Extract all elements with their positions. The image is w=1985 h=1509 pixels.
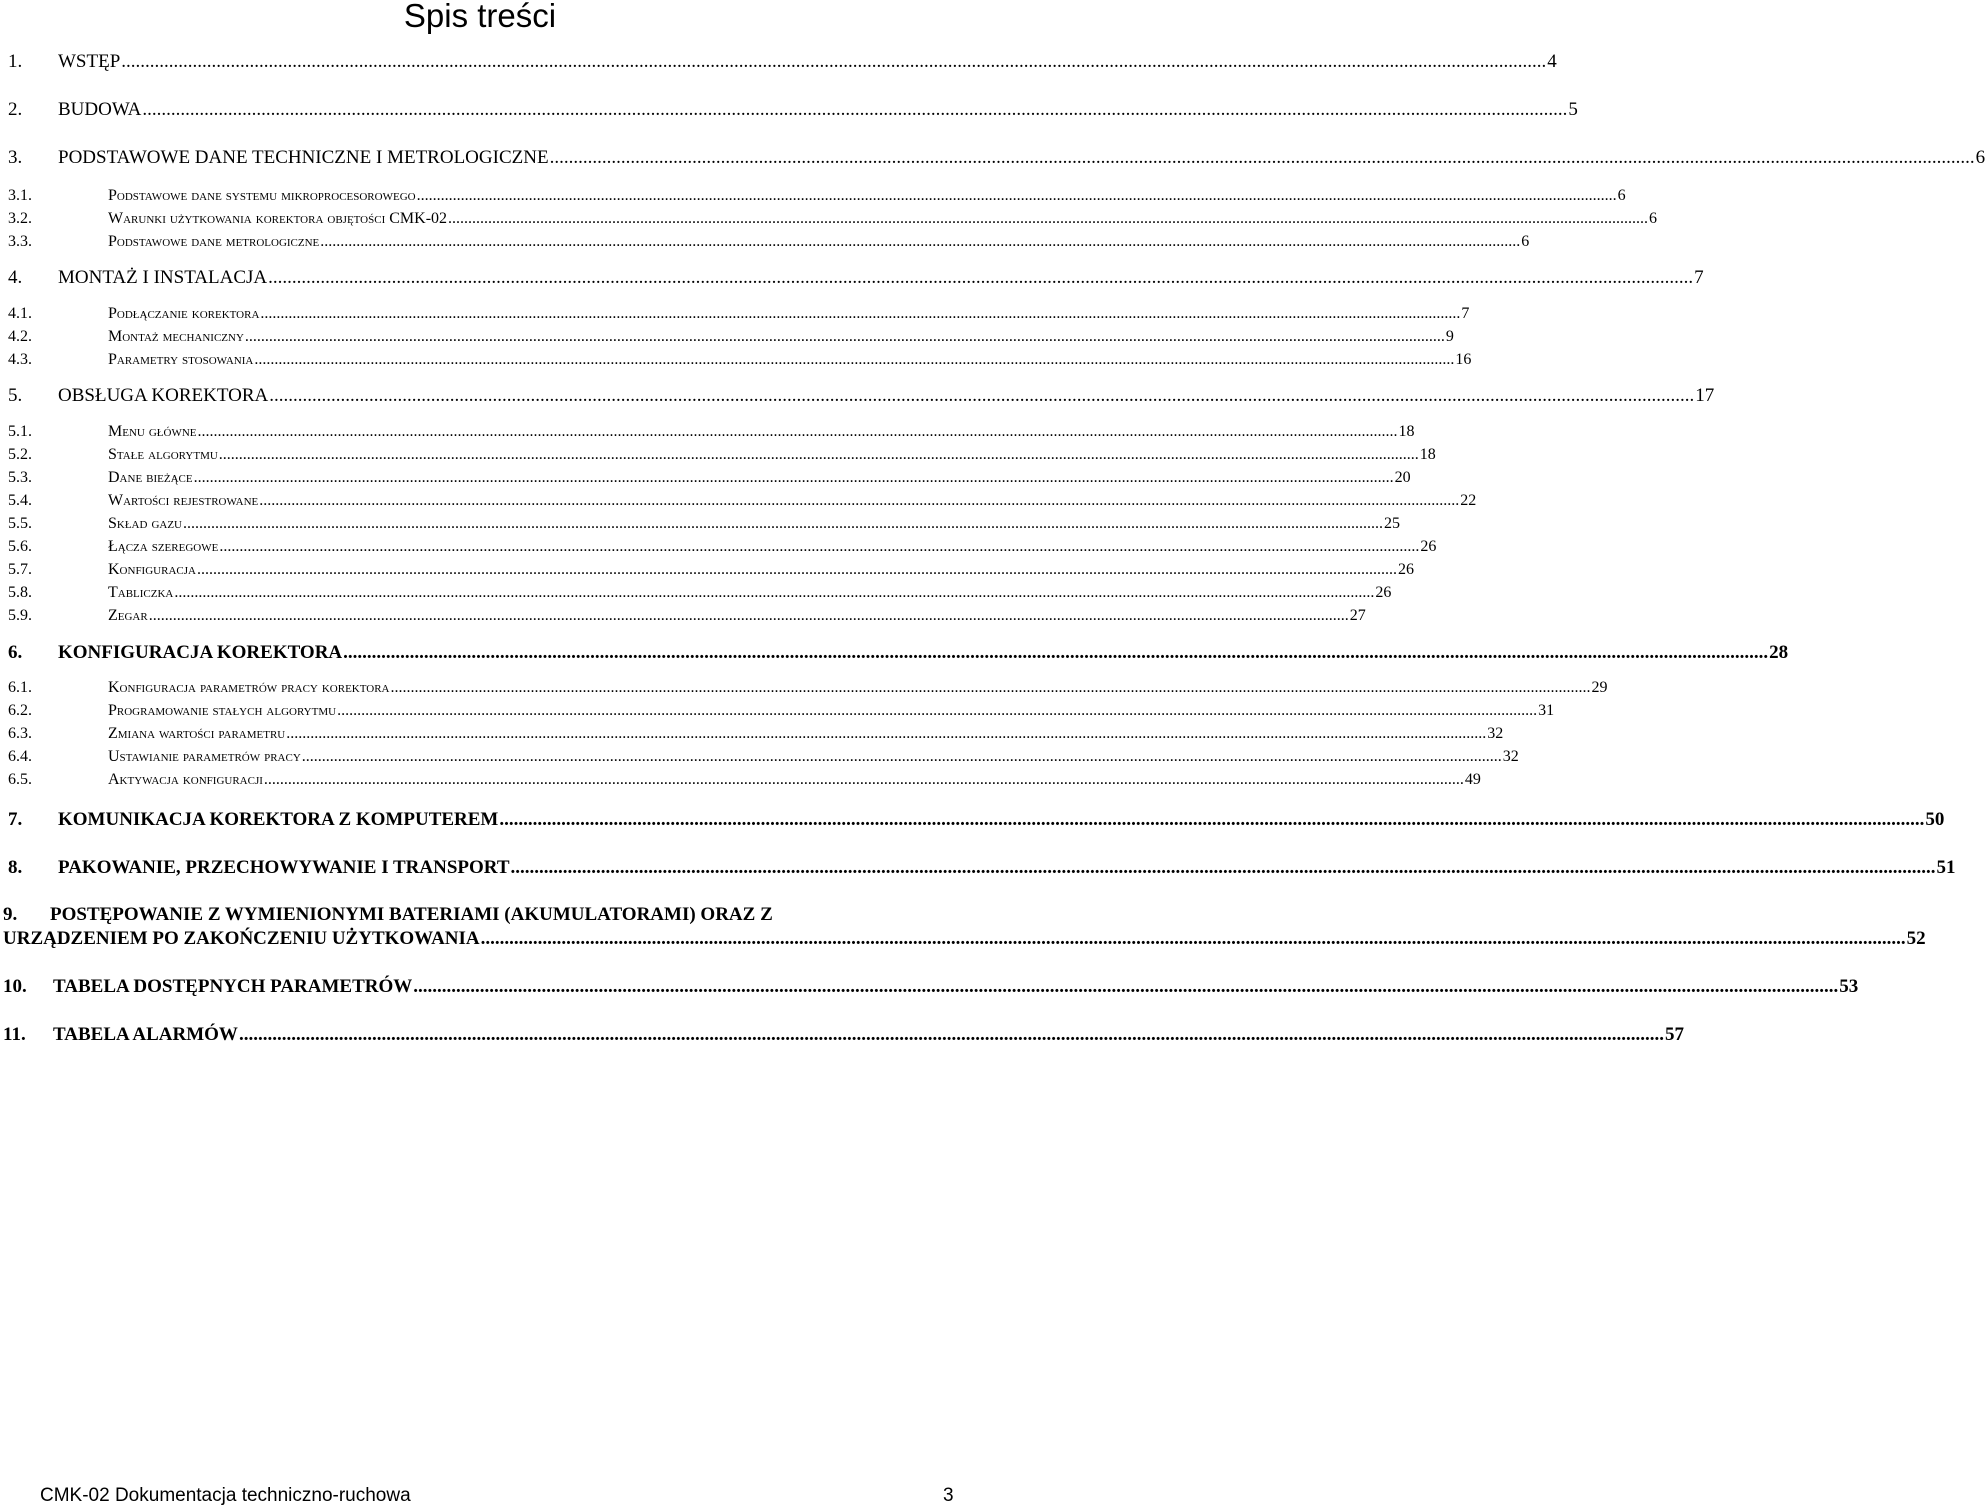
toc-leader: ............................................................................................................................................................................................................................................................................................................ xyxy=(174,584,1375,601)
toc-page: 51 xyxy=(1936,857,1956,878)
toc-entry-5-1[interactable] xyxy=(8,422,1415,442)
toc-number: 6.4. xyxy=(8,748,32,765)
toc-page: 4 xyxy=(1547,51,1557,72)
toc-page: 7 xyxy=(1694,267,1704,288)
toc-title: Warunki użytkowania korektora objętości CMK-02 xyxy=(108,210,448,227)
toc-number: 5.6. xyxy=(8,538,32,555)
toc-entry-5-3[interactable] xyxy=(8,468,1411,488)
toc-number: 5.2. xyxy=(8,446,32,463)
toc-entry-8[interactable] xyxy=(8,856,1956,880)
toc-entry-4[interactable] xyxy=(8,266,1704,290)
toc-entry-9[interactable] xyxy=(3,903,1926,951)
toc-entry-5-7[interactable] xyxy=(8,560,1414,580)
toc-page: 50 xyxy=(1925,809,1945,830)
toc-number: 1. xyxy=(8,51,23,72)
toc-entry-5[interactable] xyxy=(8,384,1715,408)
toc-number: 5.1. xyxy=(8,423,32,440)
toc-title: Aktywacja konfiguracji xyxy=(108,771,263,788)
toc-title: KONFIGURACJA KOREKTORA xyxy=(58,642,343,663)
toc-number: 4.3. xyxy=(8,351,32,368)
toc-title: Skład gazu xyxy=(108,515,182,532)
toc-leader: ............................................................................................................................................................................................................................................................................................................ xyxy=(193,469,1394,486)
toc-leader: ............................................................................................................................................................................................................................................................................................................ xyxy=(260,305,1461,322)
toc-page: 57 xyxy=(1664,1024,1684,1045)
toc-title: Zmiana wartości parametru xyxy=(108,725,286,742)
toc-entry-7[interactable] xyxy=(8,808,1945,832)
toc-entry-6-1[interactable] xyxy=(8,678,1608,698)
toc-title: Programowanie stałych algorytmu xyxy=(108,702,337,719)
toc-entry-10[interactable] xyxy=(3,975,1859,999)
toc-entry-2[interactable] xyxy=(8,98,1578,122)
toc-entry-5-4[interactable] xyxy=(8,491,1477,511)
toc-page: 52 xyxy=(1906,928,1926,949)
toc-title: Zegar xyxy=(108,607,148,624)
toc-number: 5.7. xyxy=(8,561,32,578)
toc-title: OBSŁUGA KOREKTORA xyxy=(58,385,269,406)
toc-title: PAKOWANIE, PRZECHOWYWANIE I TRANSPORT xyxy=(58,857,510,878)
toc-entry-5-9[interactable] xyxy=(8,606,1366,626)
toc-title: Konfiguracja parametrów pracy korektora xyxy=(108,679,390,696)
toc-title: Podłączanie korektora xyxy=(108,305,260,322)
toc-number: 9. xyxy=(3,904,18,925)
toc-entry-6-2[interactable] xyxy=(8,701,1555,721)
toc-page: 6 xyxy=(1617,187,1626,204)
toc-entry-3[interactable] xyxy=(8,146,1985,170)
toc-title: Ustawianie parametrów pracy xyxy=(108,748,301,765)
toc-number: 3. xyxy=(8,147,23,168)
toc-entry-11[interactable] xyxy=(3,1023,1684,1047)
toc-title: Stałe algorytmu xyxy=(108,446,218,463)
toc-leader: ............................................................................................................................................................................................................................................................................................................ xyxy=(219,538,1420,555)
toc-entry-3-1[interactable] xyxy=(8,186,1626,206)
toc-title: MONTAŻ I INSTALACJA xyxy=(58,267,268,288)
toc-entry-4-1[interactable] xyxy=(8,304,1470,324)
toc-leader: ............................................................................................................................................................................................................................................................................................................ xyxy=(448,210,1649,227)
toc-page: 6 xyxy=(1649,210,1658,227)
toc-entry-5-6[interactable] xyxy=(8,537,1437,557)
toc-title: Dane bieżące xyxy=(108,469,193,486)
toc-number: 6. xyxy=(8,642,23,663)
toc-leader: ............................................................................................................................................................................................................................................................................................................ xyxy=(218,446,1419,463)
toc-leader: ............................................................................................................................................................................................................................................................................................................ xyxy=(263,771,1464,788)
toc-title: Tabliczka xyxy=(108,584,174,601)
toc-page: 49 xyxy=(1464,771,1481,788)
toc-page: 26 xyxy=(1397,561,1414,578)
toc-page: 16 xyxy=(1455,351,1472,368)
toc-entry-6-4[interactable] xyxy=(8,747,1519,767)
toc-number: 4.1. xyxy=(8,305,32,322)
toc-entry-5-5[interactable] xyxy=(8,514,1400,534)
toc-title: WSTĘP xyxy=(58,51,121,72)
toc-leader: ............................................................................................................................................................................................................................................................................................................ xyxy=(413,976,1839,997)
toc-entry-3-2[interactable] xyxy=(8,209,1658,229)
toc-entry-4-2[interactable] xyxy=(8,327,1454,347)
toc-number: 5.3. xyxy=(8,469,32,486)
toc-number: 3.1. xyxy=(8,187,32,204)
toc-number: 4. xyxy=(8,267,23,288)
toc-leader: ............................................................................................................................................................................................................................................................................................................ xyxy=(259,492,1460,509)
toc-number: 3.2. xyxy=(8,210,32,227)
toc-number: 11. xyxy=(3,1024,26,1045)
toc-number: 6.5. xyxy=(8,771,32,788)
toc-leader: ............................................................................................................................................................................................................................................................................................................ xyxy=(320,233,1521,250)
toc-number: 5.4. xyxy=(8,492,32,509)
toc-page: 26 xyxy=(1420,538,1437,555)
toc-entry-4-3[interactable] xyxy=(8,350,1472,370)
toc-leader: ............................................................................................................................................................................................................................................................................................................ xyxy=(268,267,1694,288)
toc-number: 5. xyxy=(8,385,23,406)
toc-leader: ............................................................................................................................................................................................................................................................................................................ xyxy=(343,642,1769,663)
toc-leader: ............................................................................................................................................................................................................................................................................................................ xyxy=(148,607,1349,624)
toc-page: 32 xyxy=(1487,725,1504,742)
page-title: Spis treści xyxy=(403,0,557,34)
toc-leader: ............................................................................................................................................................................................................................................................................................................ xyxy=(197,423,1398,440)
toc-number: 5.5. xyxy=(8,515,32,532)
toc-page: 53 xyxy=(1839,976,1859,997)
toc-page: 18 xyxy=(1398,423,1415,440)
toc-number: 2. xyxy=(8,99,23,120)
toc-page: 26 xyxy=(1375,584,1392,601)
toc-number: 6.1. xyxy=(8,679,32,696)
toc-leader: ............................................................................................................................................................................................................................................................................................................ xyxy=(142,99,1568,120)
toc-title: Wartości rejestrowane xyxy=(108,492,259,509)
toc-leader: ............................................................................................................................................................................................................................................................................................................ xyxy=(480,928,1906,949)
toc-number: 6.2. xyxy=(8,702,32,719)
toc-leader: ............................................................................................................................................................................................................................................................................................................ xyxy=(254,351,1455,368)
toc-entry-1[interactable] xyxy=(8,50,1557,74)
toc-title: Menu główne xyxy=(108,423,197,440)
toc-title: POSTĘPOWANIE Z WYMIENIONYMI BATERIAMI (AKUMULATORAMI) ORAZ Z xyxy=(50,904,773,925)
toc-leader: ............................................................................................................................................................................................................................................................................................................ xyxy=(269,385,1695,406)
toc-page: 5 xyxy=(1568,99,1578,120)
toc-number: 8. xyxy=(8,857,23,878)
toc-title: Montaż mechaniczny xyxy=(108,328,244,345)
toc-entry-3-3[interactable] xyxy=(8,232,1530,252)
toc-number: 5.9. xyxy=(8,607,32,624)
toc-page: 6 xyxy=(1521,233,1530,250)
toc-title: PODSTAWOWE DANE TECHNICZNE I METROLOGICZNE xyxy=(58,147,549,168)
toc-leader: ............................................................................................................................................................................................................................................................................................................ xyxy=(549,147,1975,168)
toc-title: BUDOWA xyxy=(58,99,142,120)
toc-page: 22 xyxy=(1460,492,1477,509)
toc-leader: ............................................................................................................................................................................................................................................................................................................ xyxy=(499,809,1925,830)
footer-document-title: CMK-02 Dokumentacja techniczno-ruchowa xyxy=(40,1485,411,1506)
toc-page: 28 xyxy=(1769,642,1789,663)
toc-title: Podstawowe dane metrologiczne xyxy=(108,233,320,250)
toc-entry-6-5[interactable] xyxy=(8,770,1481,790)
toc-number: 7. xyxy=(8,809,23,830)
toc-page: 29 xyxy=(1591,679,1608,696)
toc-title: Podstawowe dane systemu mikroprocesorowego xyxy=(108,187,416,204)
toc-leader: ............................................................................................................................................................................................................................................................................................................ xyxy=(244,328,1445,345)
toc-leader: ............................................................................................................................................................................................................................................................................................................ xyxy=(337,702,1538,719)
toc-entry-6-3[interactable] xyxy=(8,724,1504,744)
toc-page: 6 xyxy=(1975,147,1985,168)
toc-number: 5.8. xyxy=(8,584,32,601)
toc-title: TABELA DOSTĘPNYCH PARAMETRÓW xyxy=(53,976,413,997)
toc-entry-5-2[interactable] xyxy=(8,445,1436,465)
toc-number: 4.2. xyxy=(8,328,32,345)
toc-leader: ............................................................................................................................................................................................................................................................................................................ xyxy=(286,725,1487,742)
toc-leader: ............................................................................................................................................................................................................................................................................................................ xyxy=(238,1024,1664,1045)
toc-entry-5-8[interactable] xyxy=(8,583,1392,603)
toc-entry-6[interactable] xyxy=(8,641,1789,665)
toc-number: 3.3. xyxy=(8,233,32,250)
toc-number: 6.3. xyxy=(8,725,32,742)
toc-title: Konfiguracja xyxy=(108,561,196,578)
toc-leader: ............................................................................................................................................................................................................................................................................................................ xyxy=(121,51,1547,72)
toc-title-continuation: URZĄDZENIEM PO ZAKOŃCZENIU UŻYTKOWANIA xyxy=(3,928,480,949)
toc-page: 7 xyxy=(1461,305,1470,322)
toc-page: 25 xyxy=(1384,515,1400,532)
toc-leader: ............................................................................................................................................................................................................................................................................................................ xyxy=(301,748,1502,765)
toc-leader: ............................................................................................................................................................................................................................................................................................................ xyxy=(183,515,1383,532)
toc-title: Łącza szeregowe xyxy=(108,538,219,555)
toc-page: 9 xyxy=(1445,328,1454,345)
toc-title: TABELA ALARMÓW xyxy=(53,1024,238,1045)
toc-title: KOMUNIKACJA KOREKTORA Z KOMPUTEREM xyxy=(58,809,499,830)
toc-leader: ............................................................................................................................................................................................................................................................................................................ xyxy=(196,561,1397,578)
toc-page: 27 xyxy=(1349,607,1366,624)
toc-page: 32 xyxy=(1502,748,1519,765)
toc-page: 31 xyxy=(1538,702,1555,719)
footer-page-number: 3 xyxy=(943,1485,954,1506)
toc-page: 18 xyxy=(1419,446,1436,463)
toc-page: 17 xyxy=(1695,385,1715,406)
toc-title: Parametry stosowania xyxy=(108,351,254,368)
toc-leader: ............................................................................................................................................................................................................................................................................................................ xyxy=(390,679,1591,696)
toc-leader: ............................................................................................................................................................................................................................................................................................................ xyxy=(416,187,1617,204)
toc-page: 20 xyxy=(1394,469,1411,486)
toc-leader: ............................................................................................................................................................................................................................................................................................................ xyxy=(510,857,1936,878)
toc-number: 10. xyxy=(3,976,27,997)
